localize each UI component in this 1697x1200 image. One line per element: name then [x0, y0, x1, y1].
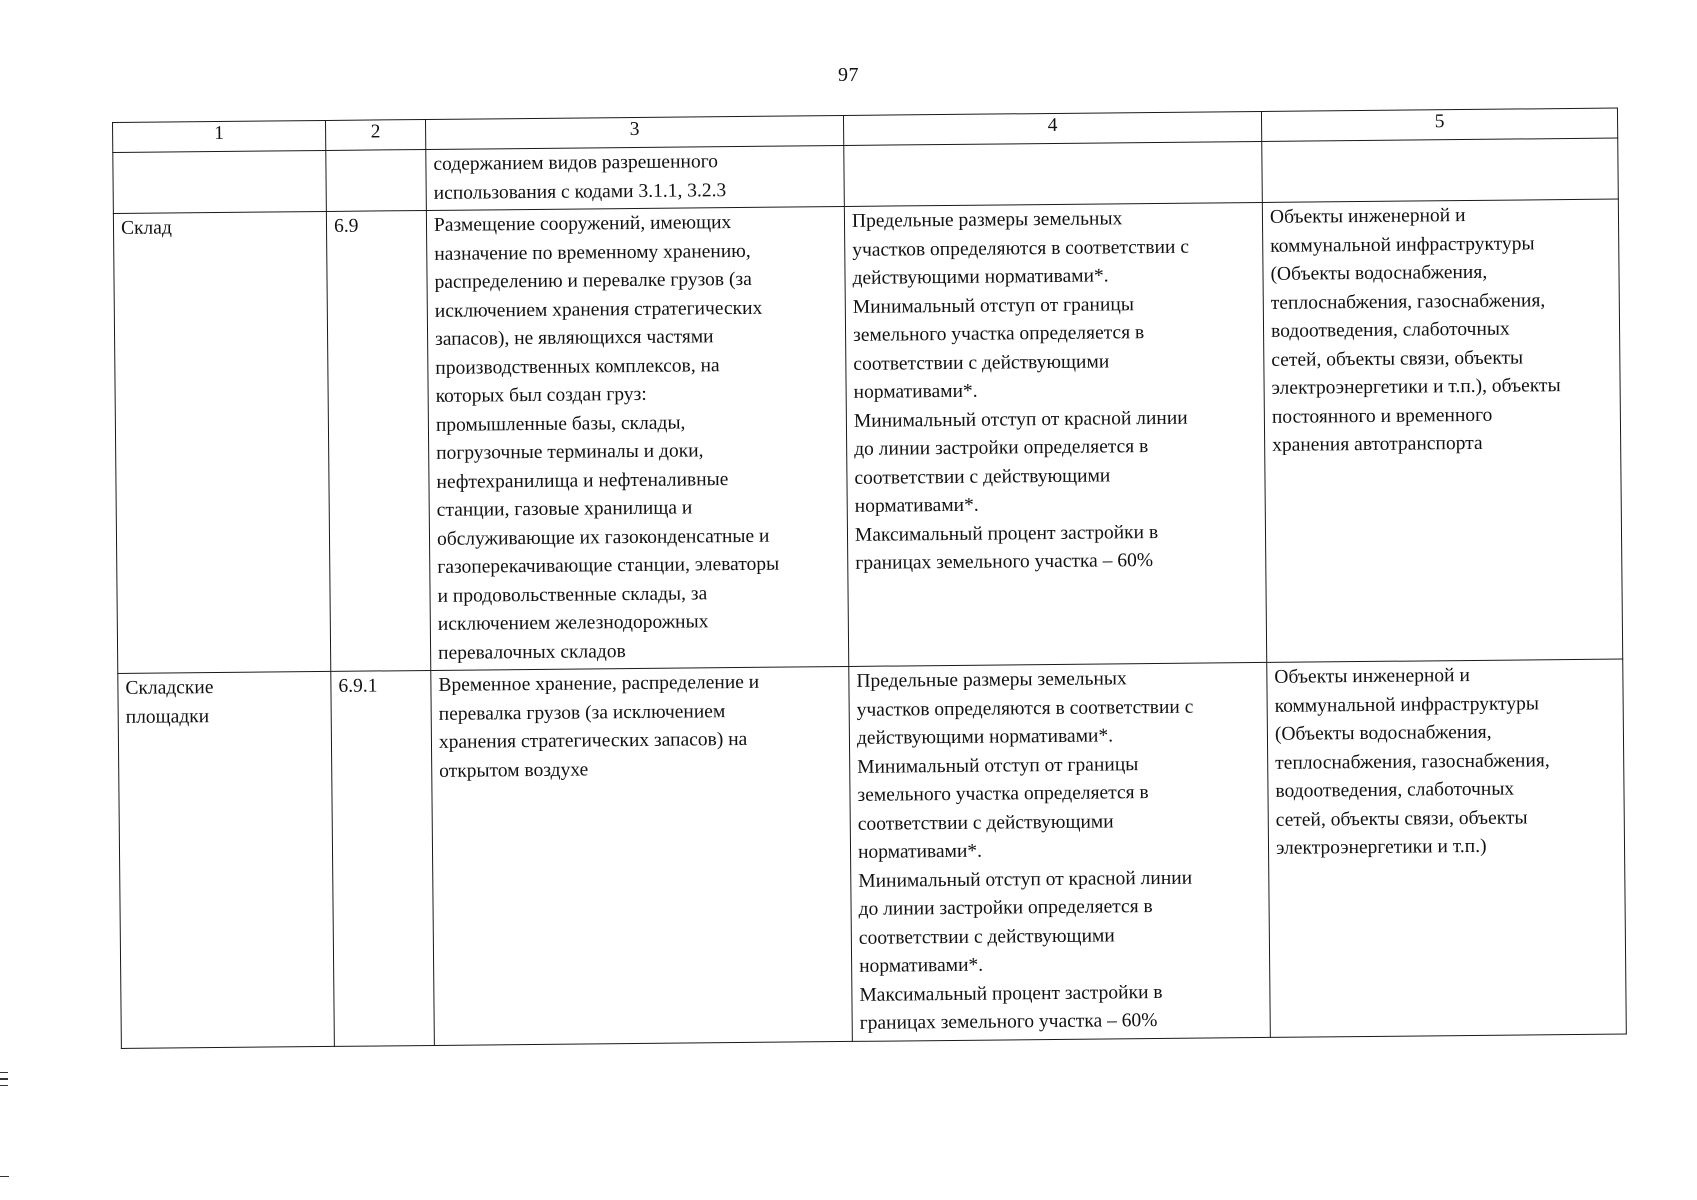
land-use-table [112, 108, 1627, 1049]
cell-code [326, 149, 427, 211]
header-col-4: 4 [843, 111, 1261, 145]
cell-description: содержанием видов разрешенного использования с кодами 3.1.1, 3.2.3 [426, 145, 845, 210]
cell-description: Размещение сооружений, имеющих назначение по временному хранению, распределению и перевалке грузов (за исключением хранения стратегических запасов), не являющихся частями производственных комплексов, на которых был создан груз: промышленные базы, склады, погрузочные терминалы и доки, нефтехранилища и нефтеналивные станции, газовые хранилища и обслуживающие их газоконденсатные и газоперекачивающие станции, элеваторы и продовольственные склады, за исключением железнодорожных перевалочных складов [426, 206, 848, 670]
cell-name [113, 150, 327, 213]
cell-parameters: Предельные размеры земельных участков определяются в соответствии с действующими нормативами*. Минимальный отступ от границы земельного участка определяется в соответствии с действующими нормативами*. Минимальный отступ от красной линии до линии застройки определяется в соответствии с действующими нормативами*. Максимальный процент застройки в границах земельного участка – 60% [844, 202, 1266, 666]
cell-name: Складские площадки [118, 671, 335, 1048]
header-col-1: 1 [113, 120, 326, 152]
header-col-5: 5 [1261, 108, 1617, 141]
cell-code: 6.9 [326, 210, 430, 671]
cell-parameters [844, 141, 1263, 206]
table-row-skladskie-ploshchadki [118, 659, 1627, 1048]
scan-mark-line [0, 1085, 8, 1086]
cell-infrastructure: Объекты инженерной и коммунальной инфраструктуры (Объекты водоснабжения, теплоснабжения, газоснабжения, водоотведения, слаботочных сетей, объекты связи, объекты электроэнергетики и т.п.) [1267, 659, 1627, 1037]
document-table-wrapper [112, 108, 1626, 1049]
scan-edge-dash [0, 1176, 9, 1177]
cell-infrastructure [1262, 138, 1619, 202]
cell-name: Склад [113, 211, 330, 673]
cell-infrastructure: Объекты инженерной и коммунальной инфраструктуры (Объекты водоснабжения, теплоснабжения, газоснабжения, водоотведения, слаботочных сетей, объекты связи, объекты электроэнергетики и т.п.), объекты постоянного и временного хранения автотранспорта [1262, 199, 1622, 662]
scan-mark-line [0, 1072, 8, 1073]
page-number: 97 [838, 64, 859, 86]
header-col-3: 3 [425, 115, 843, 149]
header-col-2: 2 [325, 119, 425, 150]
cell-code: 6.9.1 [331, 670, 435, 1045]
table-row-sklad [113, 199, 1622, 673]
cell-description: Временное хранение, распределение и перевалка грузов (за исключением хранения стратегических запасов) на открытом воздухе [431, 666, 853, 1044]
cell-parameters: Предельные размеры земельных участков определяются в соответствии с действующими нормативами*. Минимальный отступ от границы земельного участка определяется в соответствии с действующими нормативами*. Минимальный отступ от красной линии до линии застройки определяется в соответствии с действующими нормативами*. Максимальный процент застройки в границах земельного участка – 60% [849, 662, 1271, 1040]
scan-edge-marks [0, 1072, 8, 1091]
scan-mark-line [0, 1078, 8, 1079]
